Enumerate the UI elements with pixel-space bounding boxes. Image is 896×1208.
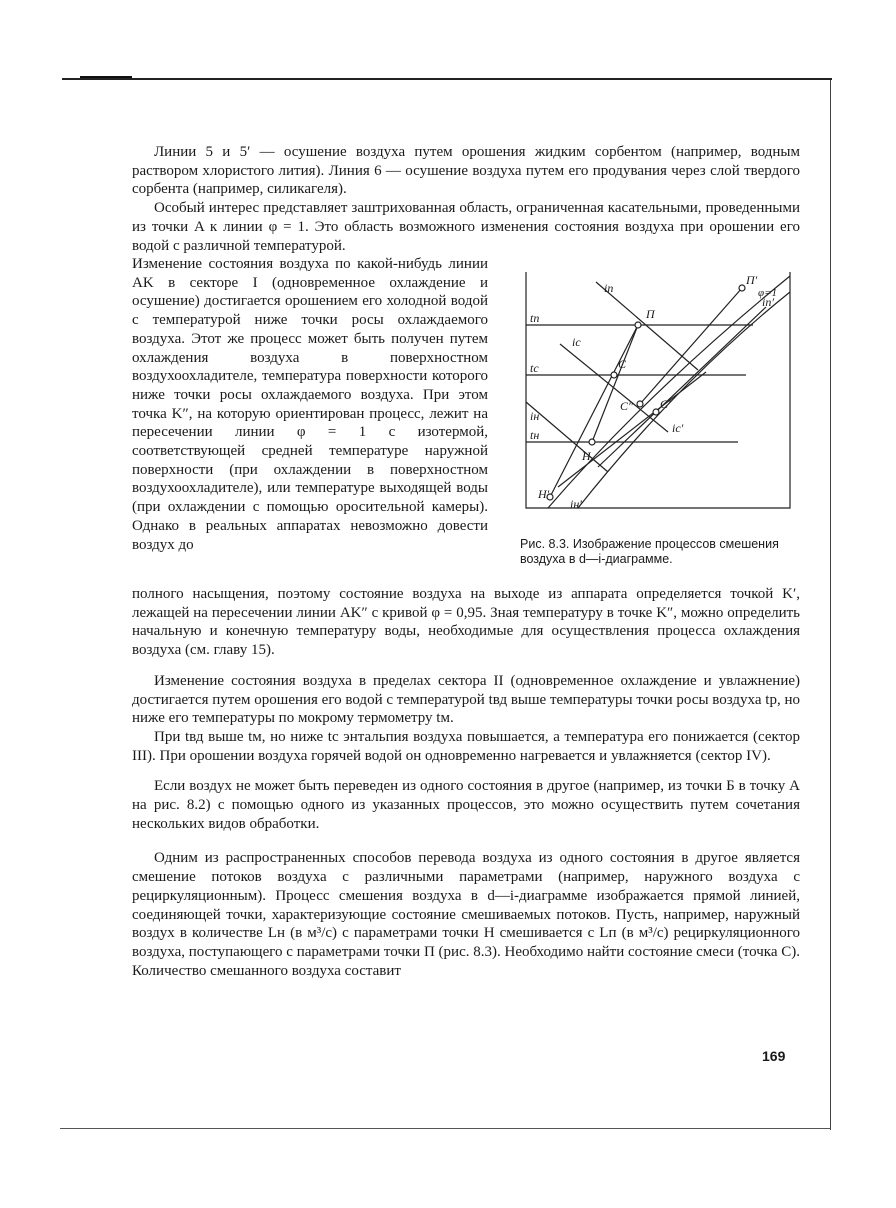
figure-caption: Рис. 8.3. Изображение процессов смешения воздуха в d—i-диаграмме. [520,537,779,566]
enthalpy-ic2 [598,307,766,467]
figure-8-3 [508,262,798,517]
page-edge-right [830,80,831,1130]
point-c [611,372,617,378]
label-in: iн [530,409,540,423]
mixing-line-main [592,325,638,442]
point-c2 [653,409,659,415]
body-text-wrapped [132,255,488,554]
label-point-p: П [646,307,655,321]
body-text-top [132,143,800,255]
point-n [589,439,595,445]
enthalpy-ip [596,282,698,370]
label-ic2: iс′ [672,421,684,435]
label-point-n: Н [582,449,591,463]
paragraph: Изменение состояния воздуха в пределах сектора II (одновременное охлаждение и увлажнение) достигается путем орошения его водой с температурой tвд выше температуры точки росы воздуха tр, но ниже его температуры по мокрому термометру tм. [132,672,800,727]
paragraph: Одним из распространенных способов перевода воздуха из одного состояния в другое является смешение потоков воздуха с различными параметрами (например, наружного воздуха с рециркуляционным). Процесс смешения воздуха в d—i-диаграмме изображается прямой линией, соединяющей точки, характеризующие состояние смешиваемых потоков. Пусть, например, наружный воздух в количестве Lн (в м³/с) с параметрами точки Н смешивается с Lп (в м³/с) рециркуляционного воздуха, поступающего с параметрами точки П (рис. 8.3). Необходимо найти состояние смеси (точка С). Количество смешанного воздуха составит [132,850,800,979]
enthalpy-in2 [558,372,706,487]
point-p2 [739,285,745,291]
paragraph: Изменение состояния воздуха по какой-нибудь линии AK в секторе I (одновременное охлаждение и осушение) достигается орошением его холодной водой с температурой ниже точки росы охлаждаемого воздуха. Этот же процесс может быть получен путем охлаждения воздуха в поверхностном воздухоохладителе, температура поверхности которого ниже точки росы охлаждаемого воздуха. При этом точка K″, на которую ориентирован процесс, лежит на пересечении линии φ = 1 с изотермой, соответствующей средней температуре наружной поверхности (при охлаждении в поверхностном воздухоохладителе), или температуре выходящей воды (при охлаждении с помощью оросительной камеры). Однако в реальных аппаратах невозможно довести воздух до [132,256,488,553]
di-diagram [508,262,798,517]
page-number: 169 [762,1048,786,1064]
label-point-c2: С′ [660,397,671,411]
point-p [635,322,641,328]
label-ip: iп [604,281,614,295]
label-ip2: iп′ [762,295,774,309]
diagram-frame [526,272,790,508]
enthalpy-ic [560,344,668,432]
paragraph: полного насыщения, поэтому состояние воздуха на выходе из аппарата определяется точкой K′, лежащей на пересечении линии AK″ с кривой φ = 0,95. Зная температуру в точке K″, можно определить начальную и конечную температуру воды, необходимые для осуществления процесса охлаждения воздуха (см. главу 15). [132,586,800,659]
paragraph: Особый интерес представляет заштрихованная область, ограниченная касательными, проведенными из точки A к линии φ = 1. Это область возможного изменения состояния воздуха при орошении его водой с различной температурой. [132,200,800,254]
paragraph: При tвд выше tм, но ниже tс энтальпия воздуха повышается, а температура его понижается (сектор III). При орошении воздуха горячей водой он одновременно нагревается и увлажняется (сектор IV). [132,728,800,764]
paragraph: Если воздух не может быть переведен из одного состояния в другое (например, из точки Б в точку A на рис. 8.2) с помощью одного из указанных процессов, это можно осуществить путем сочетания нескольких видов обработки. [132,778,800,832]
label-in2: iн′ [570,497,582,511]
header-rule [62,78,832,80]
label-tn: tн [530,428,540,442]
phi-curve [548,276,790,508]
point-c3 [637,401,643,407]
label-tc: tс [530,361,539,375]
body-text-rest [132,585,800,980]
label-ic: iс [572,335,581,349]
label-phi: φ=1 [758,287,778,299]
label-point-c: С [618,357,627,371]
phi-curve-2 [578,292,790,508]
label-tp: tп [530,311,540,325]
label-point-n2: Н′ [538,487,550,501]
label-point-c3: С″ [620,399,634,413]
page-edge-bottom [60,1128,830,1129]
label-point-p2: П′ [746,273,758,287]
paragraph: Линии 5 и 5′ — осушение воздуха путем орошения жидким сорбентом (например, водным раствором хлористого лития). Линия 6 — осушение воздуха путем его продувания через слой твердого сорбента (например, силикагеля). [132,144,800,198]
